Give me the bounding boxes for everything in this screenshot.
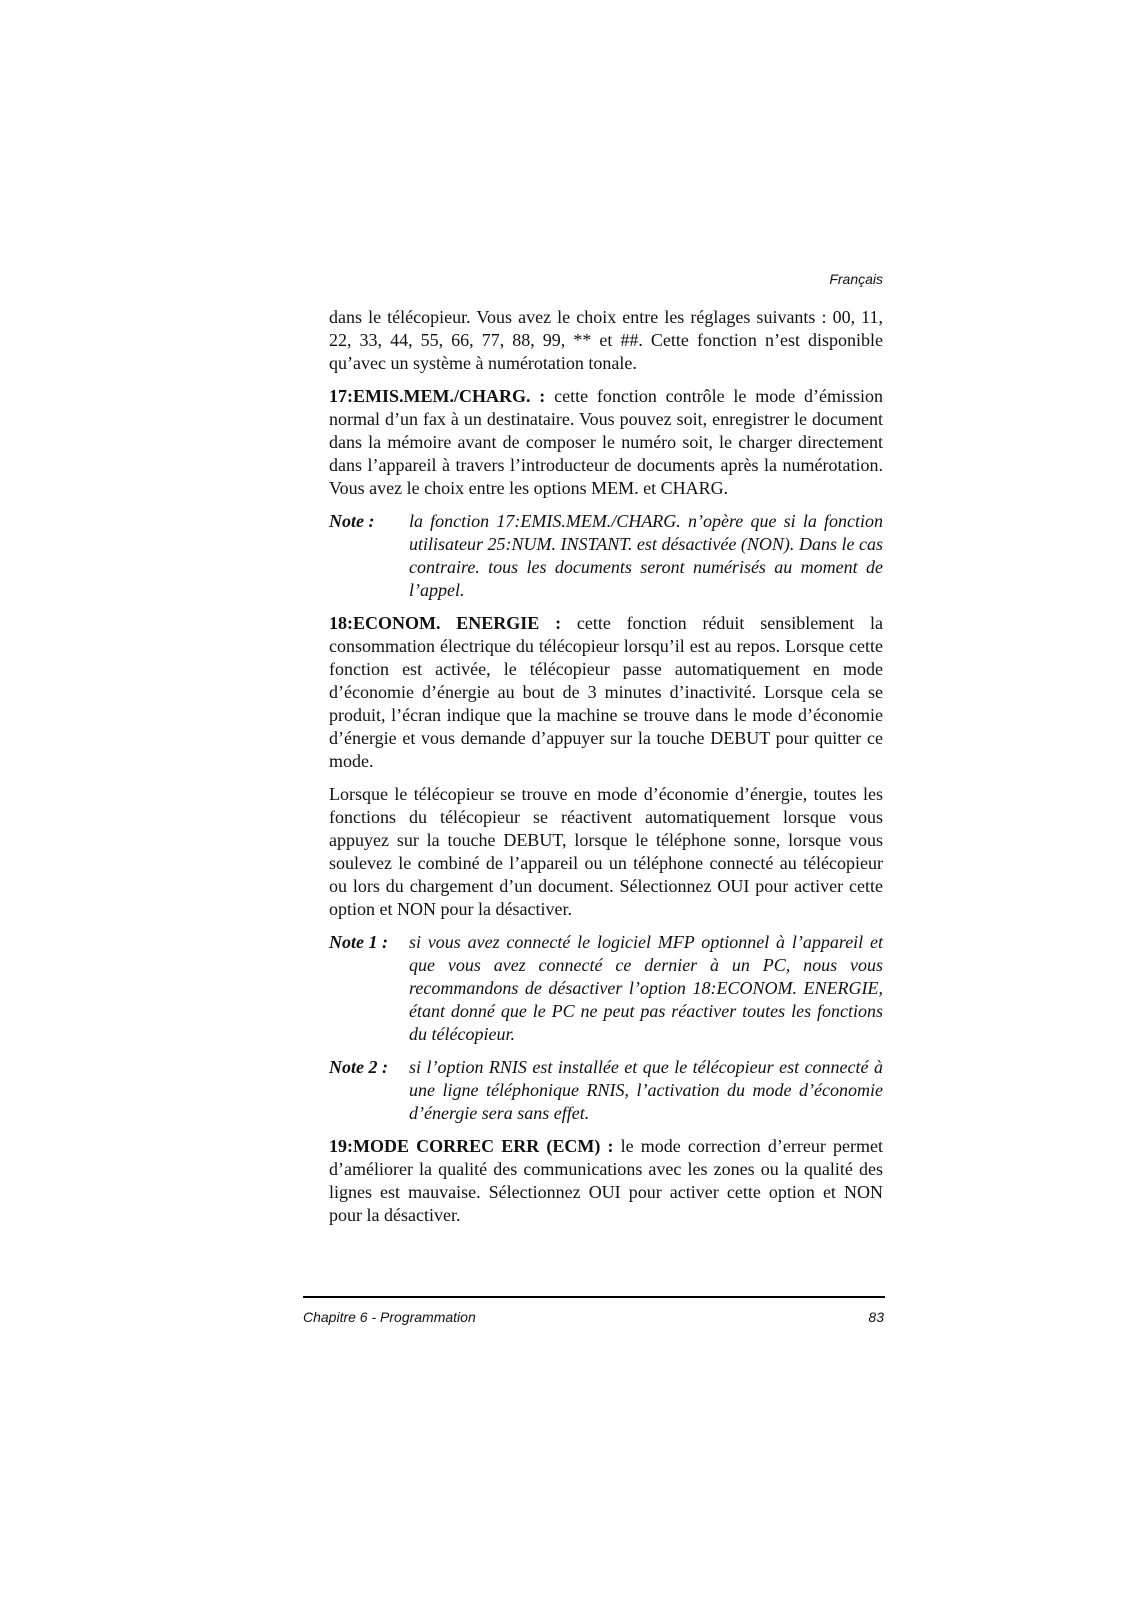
description-mode-correc-err: le mode correction d’erreur permet d’améliorer la qualité des communications avec les zones ou la qualité des lignes est mauvaise. Sélectionnez OUI pour activer cette option et NON pour la désactiver. — [329, 1136, 883, 1225]
note-1 — [329, 931, 883, 1046]
paragraph-econom-energie — [329, 612, 883, 773]
note-label: Note 2 : — [329, 1057, 388, 1077]
footer-divider — [303, 1296, 885, 1298]
note-2 — [329, 1056, 883, 1125]
note-label: Note : — [329, 511, 375, 531]
note-text: la fonction 17:EMIS.MEM./CHARG. n’opère que si la fonction utilisateur 25:NUM. INSTANT. est désactivée (NON). Dans le cas contraire. tous les documents seront numérisés au moment de l’appel. — [409, 511, 883, 600]
paragraph-energy-mode: Lorsque le télécopieur se trouve en mode d’économie d’énergie, toutes les fonctions du télécopieur se réactivent automatiquement lorsque vous appuyez sur la touche DEBUT, lorsque le téléphone sonne, lorsque vous soulevez le combiné de l’appareil ou un téléphone connecté au télécopieur ou lors du chargement d’un document. Sélectionnez OUI pour activer cette option et NON pour la désactiver. — [329, 784, 883, 919]
page-body — [329, 306, 883, 1237]
note-label: Note 1 : — [329, 932, 388, 952]
paragraph-emis-mem-charg — [329, 385, 883, 500]
note-emis — [329, 510, 883, 602]
note-text: si l’option RNIS est installée et que le télécopieur est connecté à une ligne téléphonique RNIS, l’activation du mode d’économie d’énergie sera sans effet. — [409, 1057, 883, 1123]
footer-page-number: 83 — [868, 1309, 884, 1325]
paragraph-intro: dans le télécopieur. Vous avez le choix entre les réglages suivants : 00, 11, 22, 33, 44, 55, 66, 77, 88, 99, ** et ##. Cette fonction n’est disponible qu’avec un système à numérotation tonale. — [329, 307, 883, 373]
paragraph-mode-correc-err — [329, 1135, 883, 1227]
note-text: si vous avez connecté le logiciel MFP optionnel à l’appareil et que vous avez connecté ce dernier à un PC, nous vous recommandons de désactiver l’option 18:ECONOM. ENERGIE, étant donné que le PC ne peut pas réactiver toutes les fonctions du télécopieur. — [409, 932, 883, 1044]
term-econom-energie: 18:ECONOM. ENERGIE : — [329, 613, 562, 633]
running-header-language: Français — [829, 271, 883, 287]
footer-chapter: Chapitre 6 - Programmation — [303, 1309, 476, 1325]
term-mode-correc-err: 19:MODE CORREC ERR (ECM) : — [329, 1136, 614, 1156]
term-emis-mem-charg: 17:EMIS.MEM./CHARG. : — [329, 386, 546, 406]
description-econom-energie: cette fonction réduit sensiblement la consommation électrique du télécopieur lorsqu’il est au repos. Lorsque cette fonction est activée, le télécopieur passe automatiquement en mode d’économie d’énergie au bout de 3 minutes d’inactivité. Lorsque cela se produit, l’écran indique que la machine se trouve dans le mode d’économie d’énergie et vous demande d’appuyer sur la touche DEBUT pour quitter ce mode. — [329, 613, 883, 771]
description-emis-mem-charg: cette fonction contrôle le mode d’émission normal d’un fax à un destinataire. Vous pouvez soit, enregistrer le document dans la mémoire avant de composer le numéro soit, le charger directement dans l’appareil à travers l’introducteur de documents après la numérotation. Vous avez le choix entre les options MEM. et CHARG. — [329, 386, 884, 498]
